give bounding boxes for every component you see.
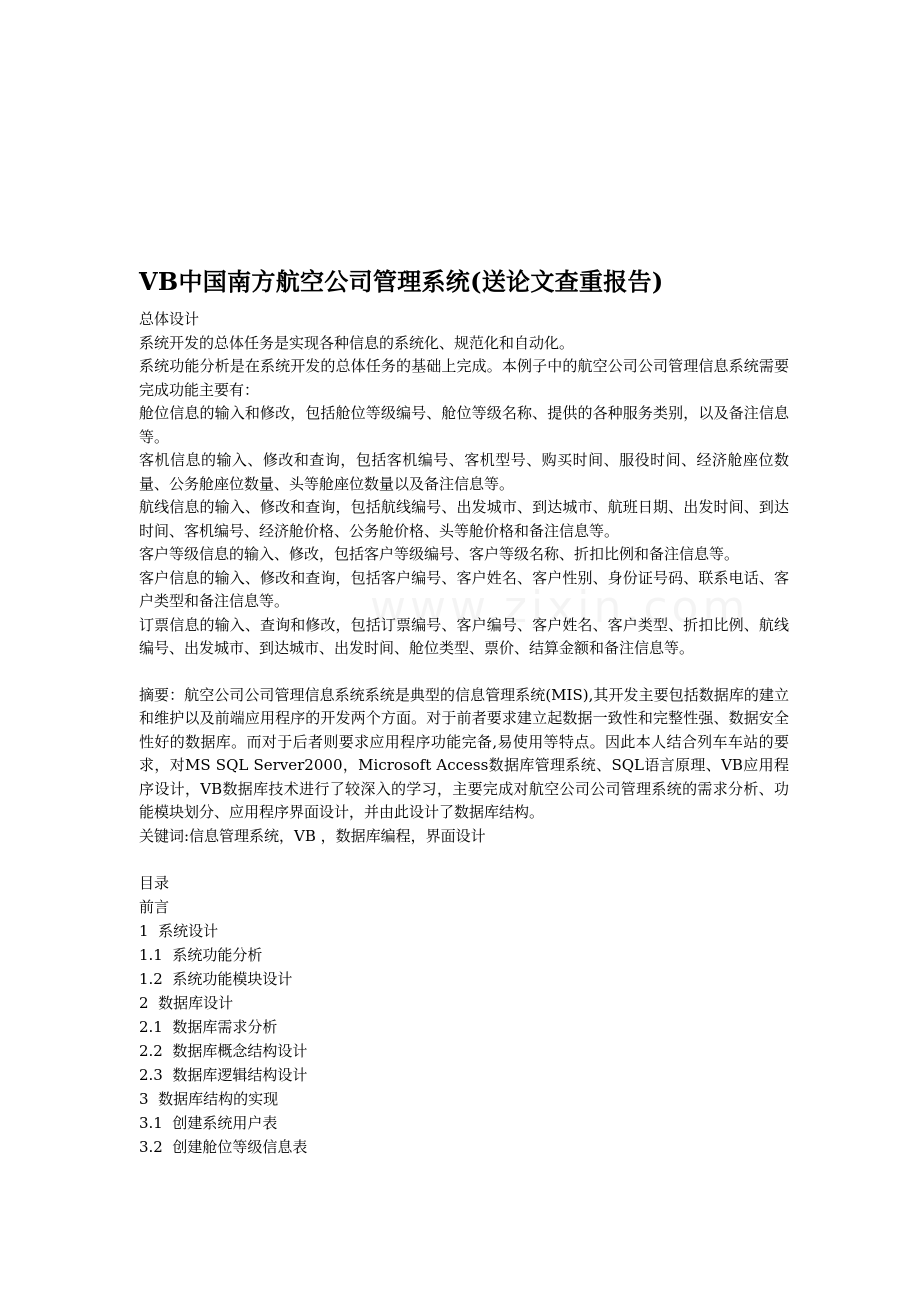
body-paragraph: 航线信息的输入、修改和查询，包括航线编号、出发城市、到达城市、航班日期、出发时间、到达时间、客机编号、经济舱价格、公务舱价格、头等舱价格和备注信息等。	[139, 498, 789, 540]
keywords-line: 关键词:信息管理系统，VB ，数据库编程，界面设计	[139, 826, 486, 845]
body-paragraph: 客机信息的输入、修改和查询，包括客机编号、客机型号、购买时间、服役时间、经济舱座位数量、公务舱座位数量、头等舱座位数量以及备注信息等。	[139, 451, 789, 493]
toc-entry: 2 数据库设计	[139, 994, 234, 1012]
toc-heading: 目录	[139, 874, 170, 892]
section-heading: 总体设计	[139, 310, 200, 328]
document-page	[139, 264, 789, 1159]
body-paragraph: 客户信息的输入、修改和查询，包括客户编号、客户姓名、客户性别、身份证号码、联系电话、客户类型和备注信息等。	[139, 568, 789, 610]
abstract-paragraph: 摘要：航空公司公司管理信息系统系统是典型的信息管理系统(MIS),其开发主要包括数据库的建立和维护以及前端应用程序的开发两个方面。对于前者要求建立起数据一致性和完整性强、数据安全性好的数据库。而对于后者则要求应用程序功能完备,易使用等特点。因此本人结合列车车站的要求，对MS SQL Server2000，Microsoft Access数据库管理系统、SQL语言原理、VB应用程序设计，VB数据库技术进行了较深入的学习，主要完成对航空公司公司管理系统的需求分析、功能模块划分、应用程序界面设计，并由此设计了数据库结构。	[139, 685, 789, 821]
toc-entry: 3.1 创建系统用户表	[139, 1114, 278, 1132]
document-title: VB中国南方航空公司管理系统(送论文查重报告)	[139, 267, 664, 296]
toc-entry: 前言	[139, 898, 170, 916]
toc-entry: 3 数据库结构的实现	[139, 1090, 279, 1108]
toc-entry: 2.2 数据库概念结构设计	[139, 1042, 308, 1060]
toc-entry: 1.2 系统功能模块设计	[139, 970, 293, 988]
body-paragraph: 系统功能分析是在系统开发的总体任务的基础上完成。本例子中的航空公司公司管理信息系统需要完成功能主要有：	[139, 357, 789, 399]
paragraph-spacer	[139, 848, 789, 871]
body-paragraph: 客户等级信息的输入、修改，包括客户等级编号、客户等级名称、折扣比例和备注信息等。	[139, 545, 740, 563]
body-paragraph: 订票信息的输入、查询和修改，包括订票编号、客户编号、客户姓名、客户类型、折扣比例、航线编号、出发城市、到达城市、出发时间、舱位类型、票价、结算金额和备注信息等。	[139, 615, 789, 657]
body-paragraph: 系统开发的总体任务是实现各种信息的系统化、规范化和自动化。	[139, 333, 575, 352]
body-paragraph: 舱位信息的输入和修改，包括舱位等级编号、舱位等级名称、提供的各种服务类别，以及备注信息等。	[139, 404, 789, 446]
table-of-contents	[139, 871, 789, 1159]
toc-entry: 2.1 数据库需求分析	[139, 1018, 278, 1036]
toc-entry: 2.3 数据库逻辑结构设计	[139, 1066, 308, 1084]
toc-entry: 1.1 系统功能分析	[139, 946, 263, 964]
toc-entry: 3.2 创建舱位等级信息表	[139, 1138, 308, 1156]
toc-entry: 1 系统设计	[139, 922, 219, 940]
paragraph-spacer	[139, 661, 789, 684]
